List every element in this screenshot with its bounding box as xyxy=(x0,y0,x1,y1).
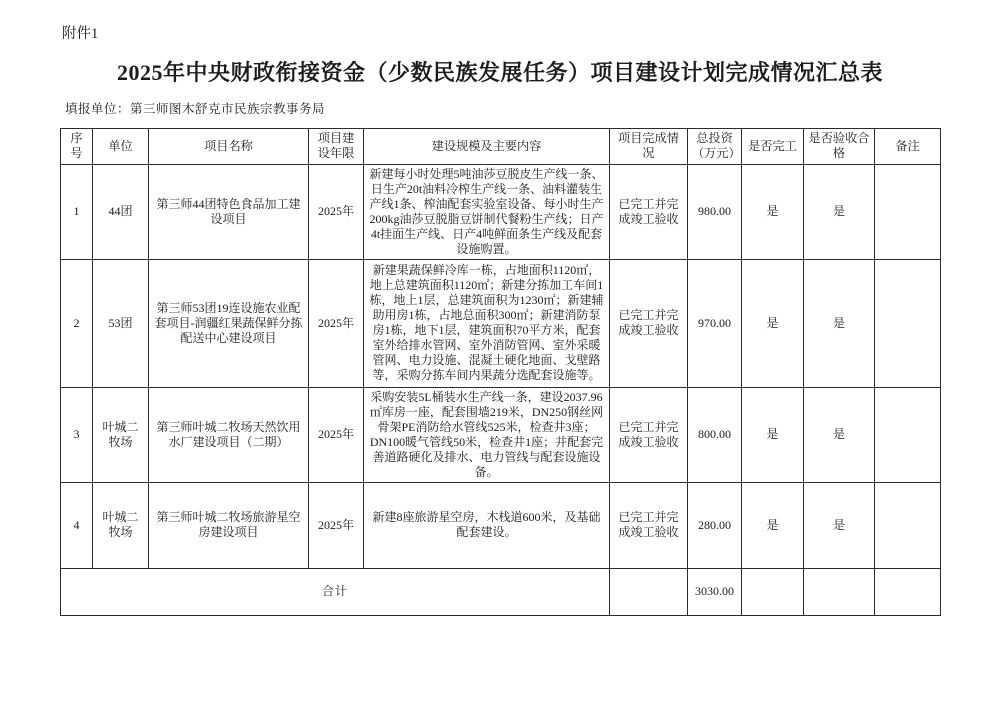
total-is-completed-cell xyxy=(742,568,804,615)
completion-status-cell: 已完工并完成竣工验收 xyxy=(610,482,688,568)
construction-period-cell: 2025年 xyxy=(309,259,364,387)
acceptance-qualified-cell: 是 xyxy=(804,482,875,568)
unit-cell: 53团 xyxy=(93,259,149,387)
total-row xyxy=(61,568,941,615)
header-construction-period: 项目建设年限 xyxy=(309,129,364,165)
attachment-label: 附件1 xyxy=(62,26,99,42)
completion-status-cell: 已完工并完成竣工验收 xyxy=(610,164,688,259)
scale-content-cell: 新建每小时处理5吨油莎豆脱皮生产线一条、日生产20t油料冷榨生产线一条、油料灌装生产线1条、榨油配套实验室设备、每小时生产200kg油莎豆脱脂豆饼制代餐粉生产线；日产4t挂面生产线、日产4吨鲜面条生产线及配套设施购置。 xyxy=(364,164,610,259)
header-unit: 单位 xyxy=(93,129,149,165)
unit-cell: 叶城二牧场 xyxy=(93,482,149,568)
acceptance-qualified-cell: 是 xyxy=(804,387,875,482)
scale-content-cell: 采购安装5L桶装水生产线一条，建设2037.96㎡库房一座，配套围墙219米，DN250钢丝网骨架PE消防给水管线525米，检查井3座；DN100暖气管线50米，检查井1座；并配套完善道路硬化及排水、电力管线与配套设施设备。 xyxy=(364,387,610,482)
header-completion-status: 项目完成情况 xyxy=(610,129,688,165)
construction-period-cell: 2025年 xyxy=(309,164,364,259)
is-completed-cell: 是 xyxy=(742,164,804,259)
remarks-cell xyxy=(875,259,941,387)
remarks-cell xyxy=(875,164,941,259)
construction-period-cell: 2025年 xyxy=(309,482,364,568)
header-acceptance-qualified: 是否验收合格 xyxy=(804,129,875,165)
table-row xyxy=(61,387,941,482)
table-row xyxy=(61,482,941,568)
table-row xyxy=(61,259,941,387)
seq-cell: 4 xyxy=(61,482,93,568)
construction-period-cell: 2025年 xyxy=(309,387,364,482)
reporting-unit-line: 填报单位：第三师图木舒克市民族宗教事务局 xyxy=(65,102,326,116)
scale-content-cell: 新建果蔬保鲜冷库一栋，占地面积1120㎡，地上总建筑面积1120㎡；新建分拣加工车间1栋，地上1层，总建筑面积为1230㎡；新建辅助用房1栋，占地总面积300㎡；新建消防泵房1栋，地下1层，建筑面积70平方米，配套室外给排水管网、室外消防管网、室外采暖管网、电力设施、混凝土硬化地面、戈壁路等，采购分拣车间内果蔬分选配套设施等。 xyxy=(364,259,610,387)
project-name-cell: 第三师叶城二牧场天然饮用水厂建设项目（二期） xyxy=(149,387,309,482)
total-completion-status-cell xyxy=(610,568,688,615)
header-is-completed: 是否完工 xyxy=(742,129,804,165)
table-row xyxy=(61,164,941,259)
total-investment-cell: 280.00 xyxy=(688,482,742,568)
header-project-name: 项目名称 xyxy=(149,129,309,165)
unit-cell: 叶城二牧场 xyxy=(93,387,149,482)
project-summary-table xyxy=(60,128,941,616)
scale-content-cell: 新建8座旅游星空房，木栈道600米，及基础配套建设。 xyxy=(364,482,610,568)
total-investment-cell: 970.00 xyxy=(688,259,742,387)
header-scale-content: 建设规模及主要内容 xyxy=(364,129,610,165)
total-investment-cell: 800.00 xyxy=(688,387,742,482)
total-investment-sum-cell: 3030.00 xyxy=(688,568,742,615)
completion-status-cell: 已完工并完成竣工验收 xyxy=(610,387,688,482)
seq-cell: 3 xyxy=(61,387,93,482)
is-completed-cell: 是 xyxy=(742,259,804,387)
remarks-cell xyxy=(875,387,941,482)
acceptance-qualified-cell: 是 xyxy=(804,259,875,387)
project-name-cell: 第三师44团特色食品加工建设项目 xyxy=(149,164,309,259)
unit-cell: 44团 xyxy=(93,164,149,259)
header-total-investment: 总投资（万元） xyxy=(688,129,742,165)
total-remarks-cell xyxy=(875,568,941,615)
header-seq: 序号 xyxy=(61,129,93,165)
total-label-cell: 合计 xyxy=(61,568,610,615)
acceptance-qualified-cell: 是 xyxy=(804,164,875,259)
project-name-cell: 第三师叶城二牧场旅游星空房建设项目 xyxy=(149,482,309,568)
table-header-row xyxy=(61,129,941,165)
completion-status-cell: 已完工并完成竣工验收 xyxy=(610,259,688,387)
remarks-cell xyxy=(875,482,941,568)
is-completed-cell: 是 xyxy=(742,387,804,482)
total-investment-cell: 980.00 xyxy=(688,164,742,259)
page-title: 2025年中央财政衔接资金（少数民族发展任务）项目建设计划完成情况汇总表 xyxy=(116,60,883,85)
total-acceptance-qualified-cell xyxy=(804,568,875,615)
seq-cell: 1 xyxy=(61,164,93,259)
seq-cell: 2 xyxy=(61,259,93,387)
is-completed-cell: 是 xyxy=(742,482,804,568)
header-remarks: 备注 xyxy=(875,129,941,165)
project-name-cell: 第三师53团19连设施农业配套项目-润疆红果蔬保鲜分拣配送中心建设项目 xyxy=(149,259,309,387)
